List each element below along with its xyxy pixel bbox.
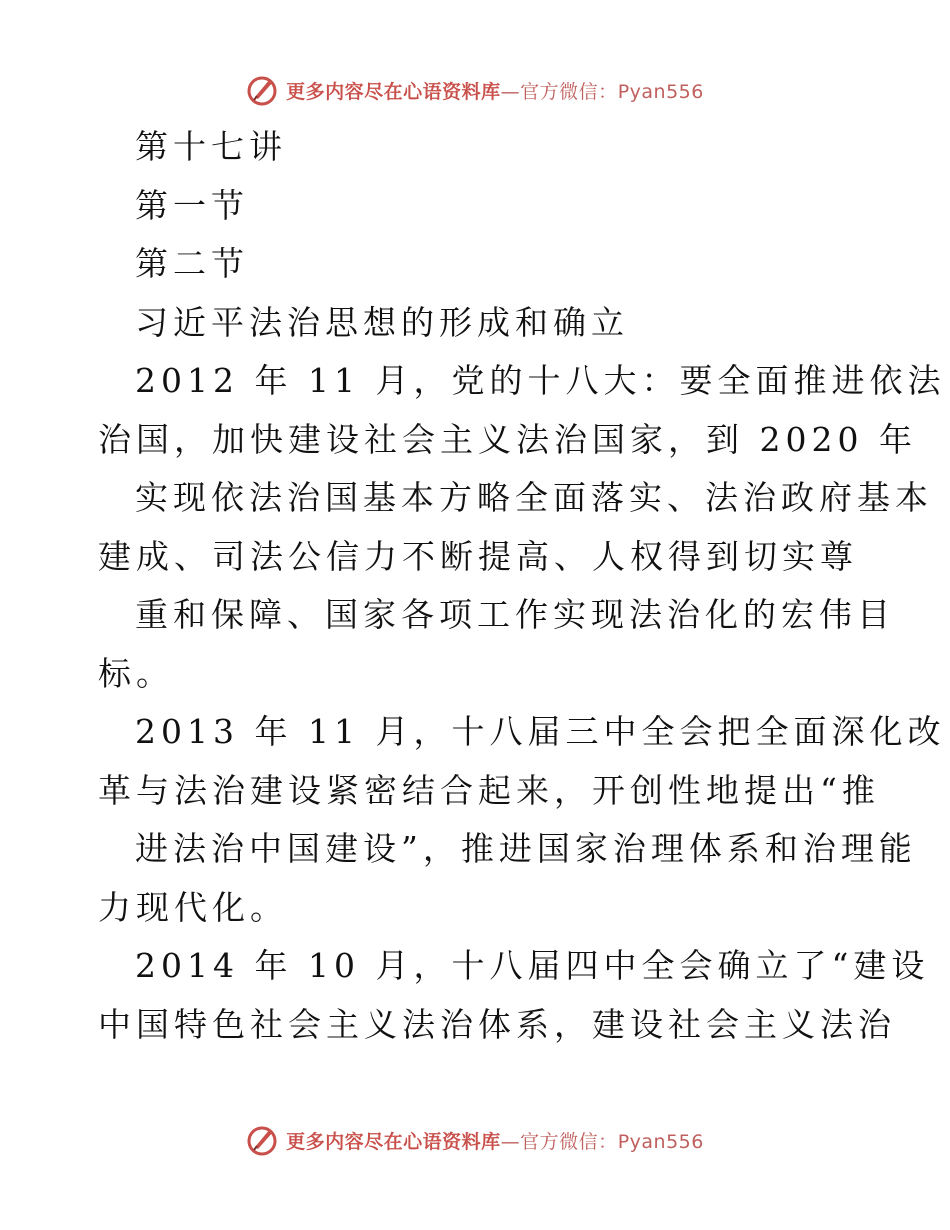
quill-circle-icon bbox=[246, 1123, 280, 1157]
paragraph-line: 重和保障、国家各项工作实现法治化的宏伟目 bbox=[135, 595, 895, 634]
paragraph-line: 力现代化。 bbox=[98, 887, 288, 927]
paragraph-line: 2014 年 10 月，十八届四中全会确立了“建设 bbox=[135, 946, 930, 985]
watermark-separator: — bbox=[500, 1130, 521, 1153]
paragraph-line: 2012 年 11 月，党的十八大：要全面推进依法 bbox=[135, 361, 946, 400]
heading-topic: 习近平法治思想的形成和确立 bbox=[135, 302, 629, 342]
watermark-account: Pyan556 bbox=[617, 1130, 704, 1153]
watermark-brand: 更多内容尽在心语资料库 bbox=[286, 1130, 501, 1153]
paragraph-line: 中国特色社会主义法治体系，建设社会主义法治 bbox=[98, 1004, 896, 1044]
heading-lecture: 第十七讲 bbox=[135, 127, 287, 166]
paragraph-line: 治国，加快建设社会主义法治国家，到 2020 年 bbox=[98, 419, 917, 459]
heading-section-1: 第一节 bbox=[135, 185, 249, 225]
watermark-account: Pyan556 bbox=[617, 80, 704, 103]
paragraph-line: 建成、司法公信力不断提高、人权得到切实尊 bbox=[98, 536, 858, 576]
watermark-official: 官方微信： bbox=[520, 1130, 618, 1153]
watermark-text bbox=[286, 1127, 704, 1154]
document-body bbox=[0, 118, 950, 1054]
paragraph-line: 标。 bbox=[98, 653, 174, 693]
quill-circle-icon bbox=[246, 73, 280, 107]
paragraph-line: 革与法治建设紧密结合起来，开创性地提出“推 bbox=[98, 770, 880, 810]
header-watermark bbox=[0, 70, 950, 110]
watermark-separator: — bbox=[500, 80, 521, 103]
heading-section-2: 第二节 bbox=[135, 244, 249, 283]
paragraph-line: 进法治中国建设”，推进国家治理体系和治理能 bbox=[135, 829, 917, 868]
watermark-text bbox=[286, 77, 704, 104]
watermark-brand: 更多内容尽在心语资料库 bbox=[286, 80, 501, 103]
footer-watermark bbox=[0, 1120, 950, 1160]
watermark-official: 官方微信： bbox=[520, 80, 618, 103]
paragraph-line: 实现依法治国基本方略全面落实、法治政府基本 bbox=[135, 478, 933, 517]
paragraph-line: 2013 年 11 月，十八届三中全会把全面深化改 bbox=[135, 712, 946, 751]
